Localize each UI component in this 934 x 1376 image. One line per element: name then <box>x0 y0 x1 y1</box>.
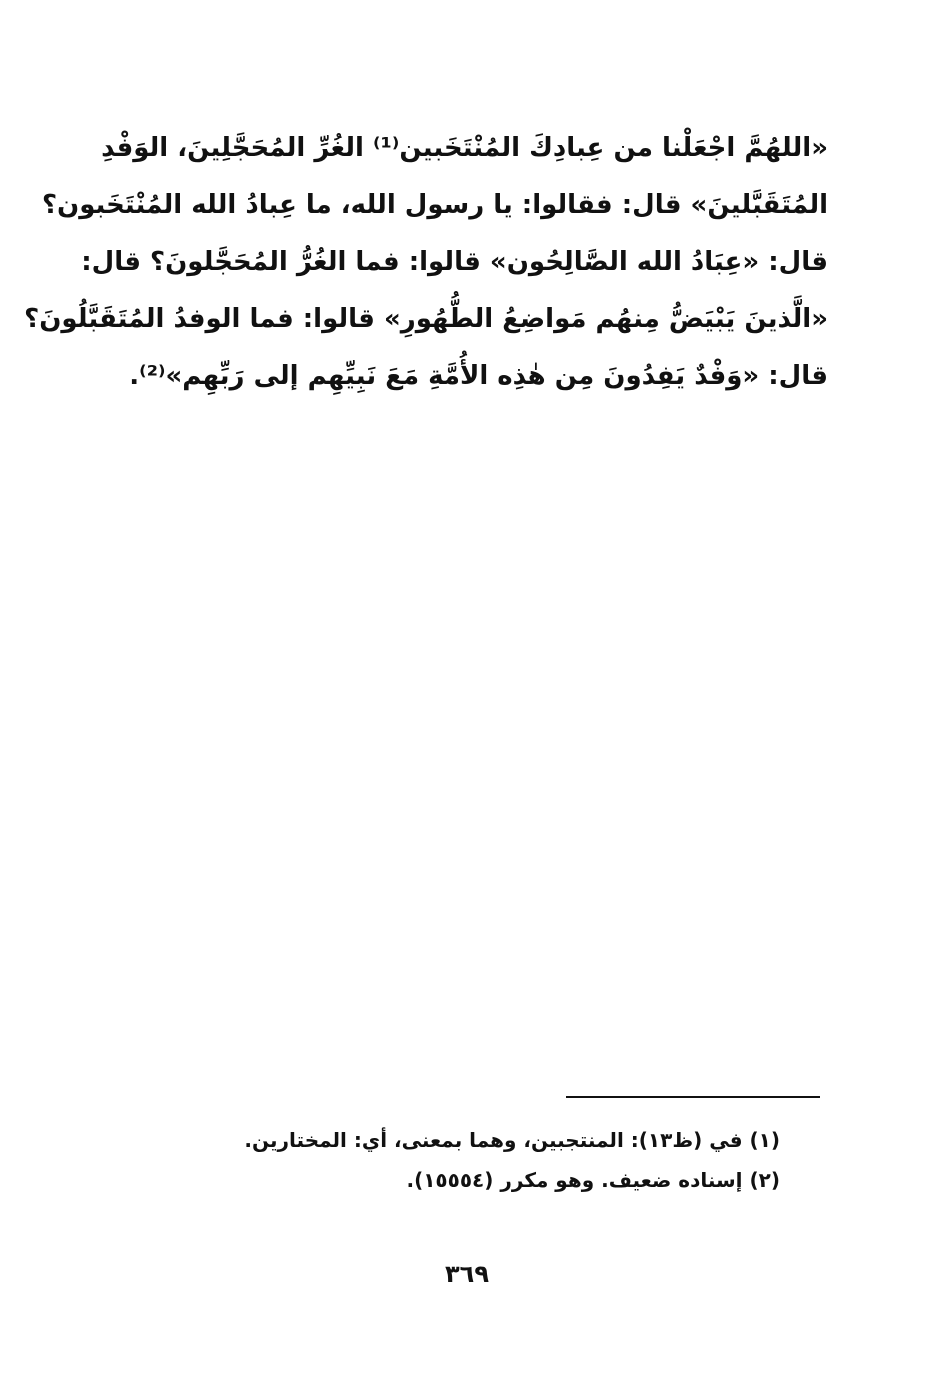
footnote-divider <box>566 1096 820 1098</box>
text-line: «اللهُمَّ اجْعَلْنا من عِبادِكَ المُنْتَخَبين⁽¹⁾ الغُرِّ المُحَجَّلِينَ، الوَفْدِ <box>101 133 828 163</box>
text-line: قال: «وَفْدٌ يَفِدُونَ مِن هٰذِه الأُمَّةِ مَعَ نَبِيِّهِم إلى رَبِّهِم»⁽²⁾. <box>129 361 828 391</box>
main-text <box>24 120 828 405</box>
footnote: (٢) إسناده ضعيف. وهو مكرر (١٥٥٥٤). <box>406 1168 780 1192</box>
page-number: ٣٦٩ <box>445 1260 489 1288</box>
text-line: قال: «عِبَادُ الله الصَّالِحُون» قالوا: فما الغُرُّ المُحَجَّلونَ؟ قال: <box>81 247 828 277</box>
text-line: المُتَقَبَّلينَ» قال: فقالوا: يا رسول الله، ما عِبادُ الله المُنْتَخَبون؟ <box>41 190 828 220</box>
footnotes <box>160 1120 780 1200</box>
text-line: «الَّذينَ يَبْيَضُّ مِنهُم مَواضِعُ الطُّهُورِ» قالوا: فما الوفدُ المُتَقَبَّلُونَ؟ <box>24 304 828 334</box>
footnote: (١) في (ظ١٣): المنتجبين، وهما بمعنى، أي: المختارين. <box>244 1128 780 1152</box>
